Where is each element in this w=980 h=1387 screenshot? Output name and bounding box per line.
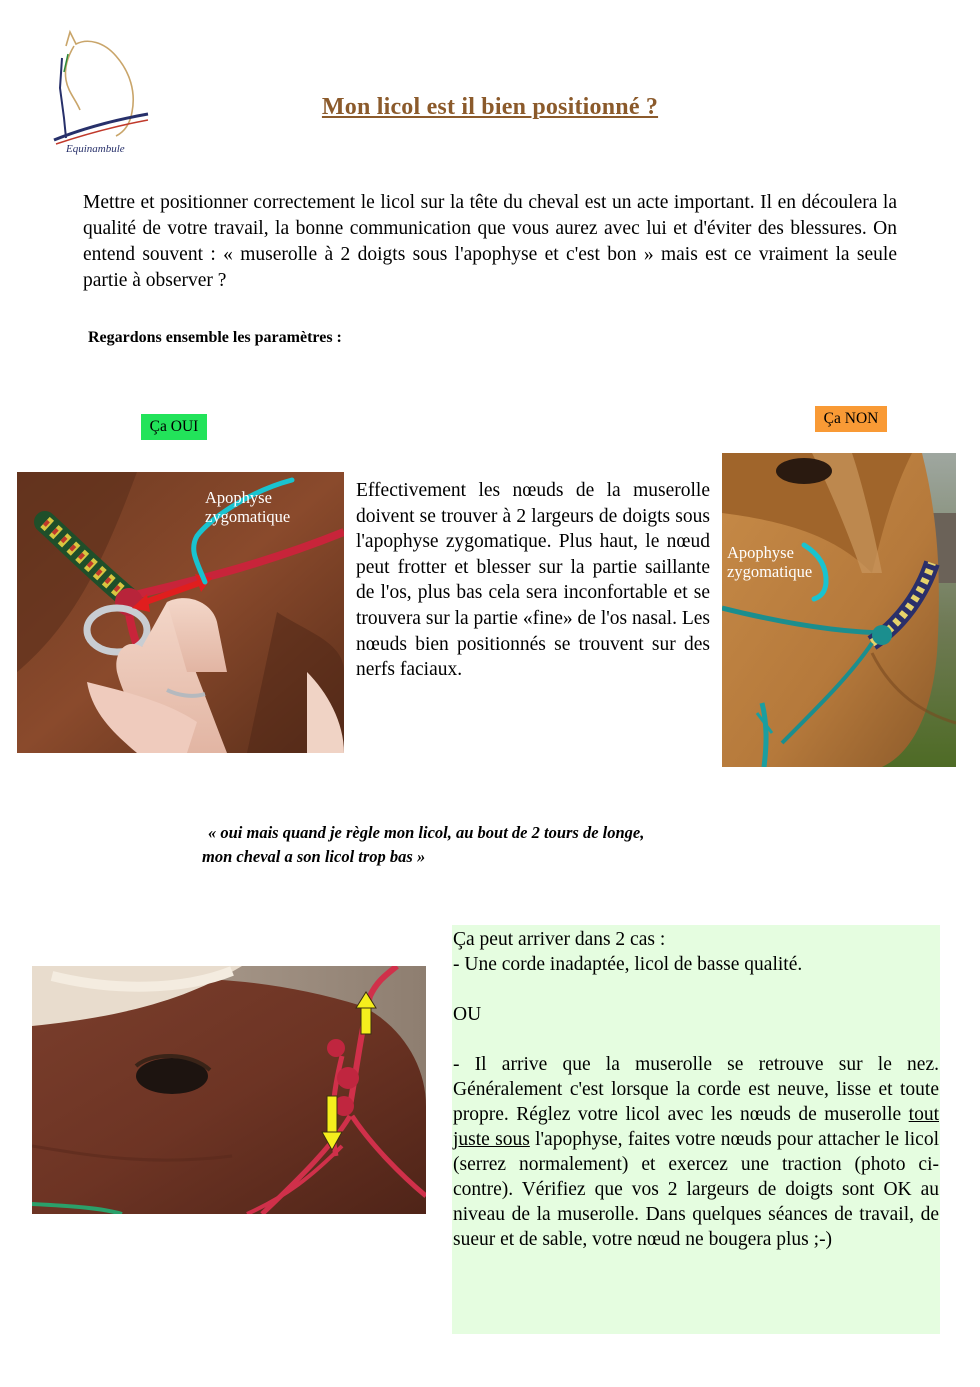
equinambule-logo — [44, 28, 156, 158]
answer-intro: Ça peut arriver dans 2 cas : — [453, 929, 666, 950]
incorrect-halter-photo — [722, 453, 956, 767]
zygomatic-label-yes: Apophyse zygomatique — [205, 488, 291, 526]
zygomatic-label-no: Apophyse zygomatique — [727, 543, 813, 581]
page-title: Mon licol est il bien positionné ? — [321, 94, 659, 120]
explanation-paragraph: Effectivement les nœuds de la muserolle doivent se trouver à 2 largeurs de doigts sous l'apophyse zygomatique. Plus haut, le nœud peut frotter et blesser sur la partie saillante de l'os, plus bas cela sera inconfortable et se trouvera sur la partie «fine» de l'os nasal. Les nœuds bien positionnés se trouvent sur des nerfs faciaux. — [356, 480, 710, 681]
answer-or: OU — [453, 1004, 482, 1025]
correct-halter-photo — [17, 472, 344, 753]
section-subheading: Regardons ensemble les paramètres : — [88, 329, 342, 346]
intro-paragraph: Mettre et positionner correctement le licol sur la tête du cheval est un acte important. Il en découlera la qualité de votre travail, la bonne communication que vous aurez avec lui et d'éviter des blessures. On entend souvent : « muserolle à 2 doigts sous l'apophyse et c'est bon » mais est ce vraiment la seule partie à observer ? — [83, 192, 897, 291]
yes-tag: Ça OUI — [141, 414, 207, 440]
traction-photo — [32, 966, 426, 1214]
answer-case-1: - Une corde inadaptée, licol de basse qualité. — [453, 954, 803, 975]
logo-brand-text: Equinambule — [66, 143, 125, 155]
quote-line-1: « oui mais quand je règle mon licol, au bout de 2 tours de longe, — [208, 823, 645, 842]
answer-text — [453, 927, 939, 1252]
quote-block — [202, 821, 644, 869]
answer-case-2: - Il arrive que la muserolle se retrouve sur le nez. Généralement c'est lorsque la corde est neuve, lisse et toute propre. Réglez votre licol avec les nœuds de muserolle tout juste sous l'apophyse, faites votre nœuds pour attacher le licol (serrez normalement) et exercez une traction (photo ci-contre). Vérifiez que vos 2 largeurs de doigts sont OK au niveau de la muserolle. Dans quelques séances de travail, de sueur et de sable, votre nœud ne bougera plus ;-) — [453, 1054, 940, 1250]
quote-line-2: mon cheval a son licol trop bas » — [202, 847, 426, 866]
no-tag: Ça NON — [815, 406, 887, 432]
horse-logo-icon — [44, 28, 156, 158]
underlined-phrase: tout juste sous — [453, 1104, 939, 1150]
